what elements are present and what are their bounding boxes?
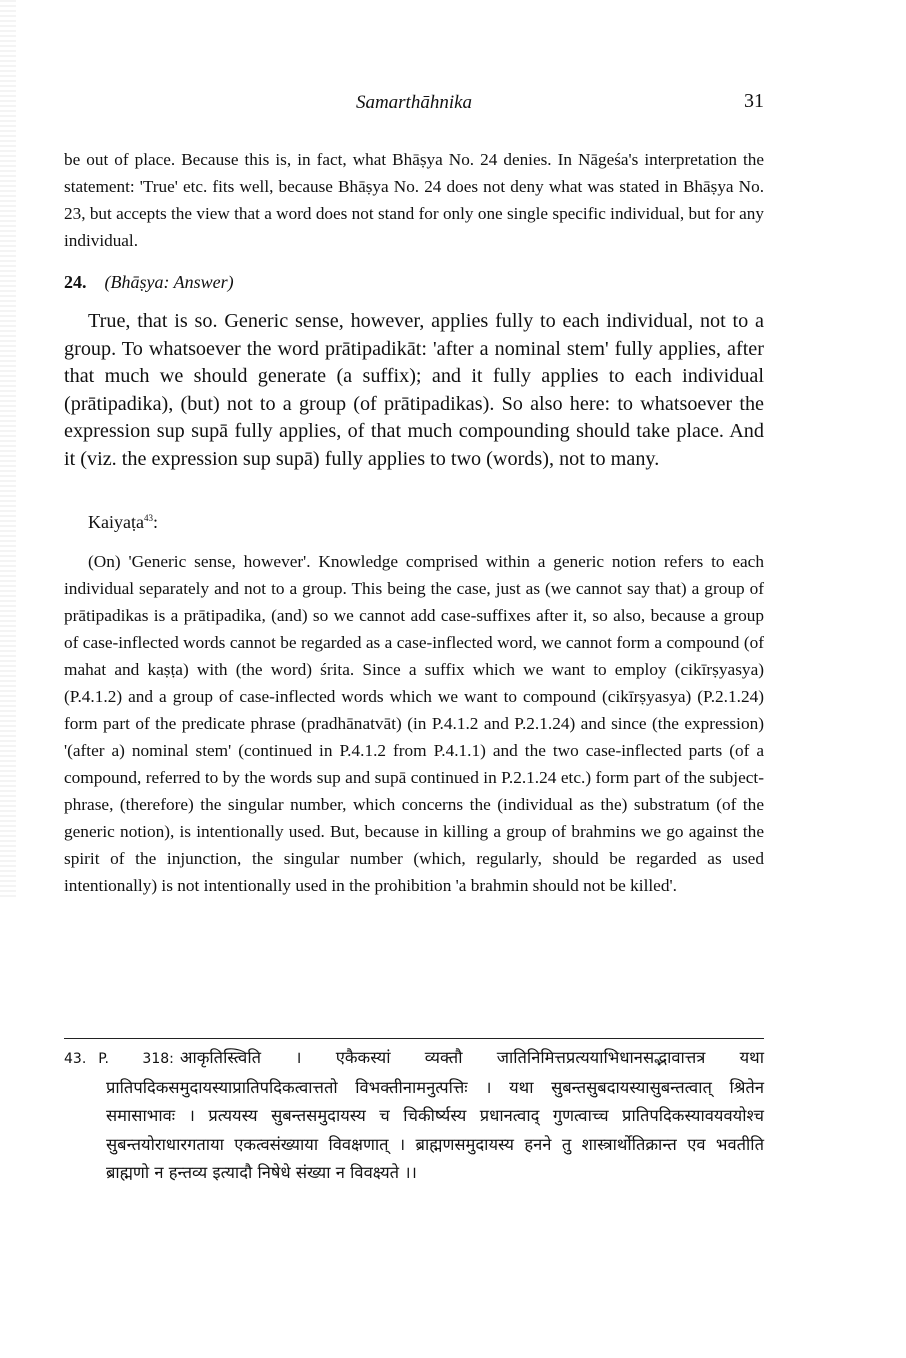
footnote-body (64, 1044, 764, 1188)
footnote-number: 43. (64, 1051, 87, 1067)
section-title: (Bhāṣya: Answer) (104, 272, 234, 292)
section-heading (64, 272, 764, 293)
section-number: 24. (64, 272, 87, 292)
scan-edge-shadow (0, 0, 16, 900)
footnote-43 (64, 1044, 764, 1188)
running-title: Samarthāhnika (355, 92, 473, 113)
footnote-marker: 43 (143, 513, 153, 523)
kaiyata-heading (88, 512, 788, 533)
page-number: 31 (744, 90, 764, 112)
kaiyata-label: Kaiyaṭa (88, 512, 144, 532)
footnote-reference: P. 318: (98, 1051, 174, 1067)
footnote-divider (64, 1038, 764, 1039)
page-header (64, 92, 764, 120)
paragraph-continuation: be out of place. Because this is, in fact, what Bhāṣya No. 24 denies. In Nāgeśa's interpretation the statement: 'True' etc. fits well, because Bhāṣya No. 24 does not deny what was stated in Bhāṣya No. 23, but accepts the view that a word does not stand for only one single specific individual, but for any individual. (64, 150, 764, 250)
kaiyata-colon: : (152, 512, 158, 532)
kaiyata-commentary-paragraph: (On) 'Generic sense, however'. Knowledge comprised within a generic notion refers to each individual separately and not to a group. This being the case, just as (we cannot say that) a group of prātipadikas is a prātipadika, (and) so we cannot add case-suffixes after it, so also, because a group of case-inflected words cannot be regarded as a case-inflected word, we cannot form a compound (of mahat and kaṣṭa) with (the word) śrita. Since a suffix which we want to employ (cikīrṣyasya) (P.4.1.2) and a group of case-inflected words which we want to compound (cikīrṣyasya) (P.2.1.24) form part of the predicate phrase (pradhānatvāt) (in P.4.1.2 and P.2.1.24) and since (the expression) '(after a) nominal stem' (continued in P.4.1.2 from P.4.1.1) and the two case-inflected parts (of a compound, referred to by the words sup and supā continued in P.2.1.24 etc.) form part of the subject-phrase, (therefore) the singular number, which concerns the (individual as the) substratum (of the generic notion), is intentionally used. But, because in killing a group of brahmins we go against the spirit of the injunction, the singular number (which, regularly, should be regarded as used intentionally) is not intentionally used in the prohibition 'a brahmin should not be killed'. (64, 552, 764, 895)
footnote-sanskrit-text: आकृतिस्त्विति । एकैकस्यां व्यक्तौ जातिनिमित्तप्रत्ययाभिधानसद्भावात्तत्र यथा प्रातिपदिकसमुदायस्याप्रातिपदिकत्वात्ततो विभक्तीनामनुत्पत्तिः । यथा सुबन्तसुबदायस्यासुबन्तत्वात् श्रितेन समासाभावः । प्रत्ययस्य सुबन्तसमुदायस्य च चिकीर्ष्यस्य प्रधानत्वाद् गुणत्वाच्च प्रातिपदिकस्यावयवयोश्च सुबन्तयोराधारगताया एकत्वसंख्याया विवक्षणात् । ब्राह्मणसमुदायस्य हनने तु शास्त्रार्थोतिक्रान्त एव भवतीति ब्राह्मणो न हन्तव्य इत्यादौ निषेधे संख्या न विवक्ष्यते ।। (106, 1048, 764, 1182)
bhasya-answer-paragraph: True, that is so. Generic sense, however, applies fully to each individual, not to a group. To whatsoever the word prātipadikāt: 'after a nominal stem' fully applies, after that much we should generate (a suffix); and it fully applies to each individual (prātipadika), (but) not to a group (of prātipadikas). So also here: to whatsoever the expression sup supā fully applies, of that much compounding should take place. And it (viz. the expression sup supā) fully applies to two (words), not to many. (64, 310, 764, 470)
